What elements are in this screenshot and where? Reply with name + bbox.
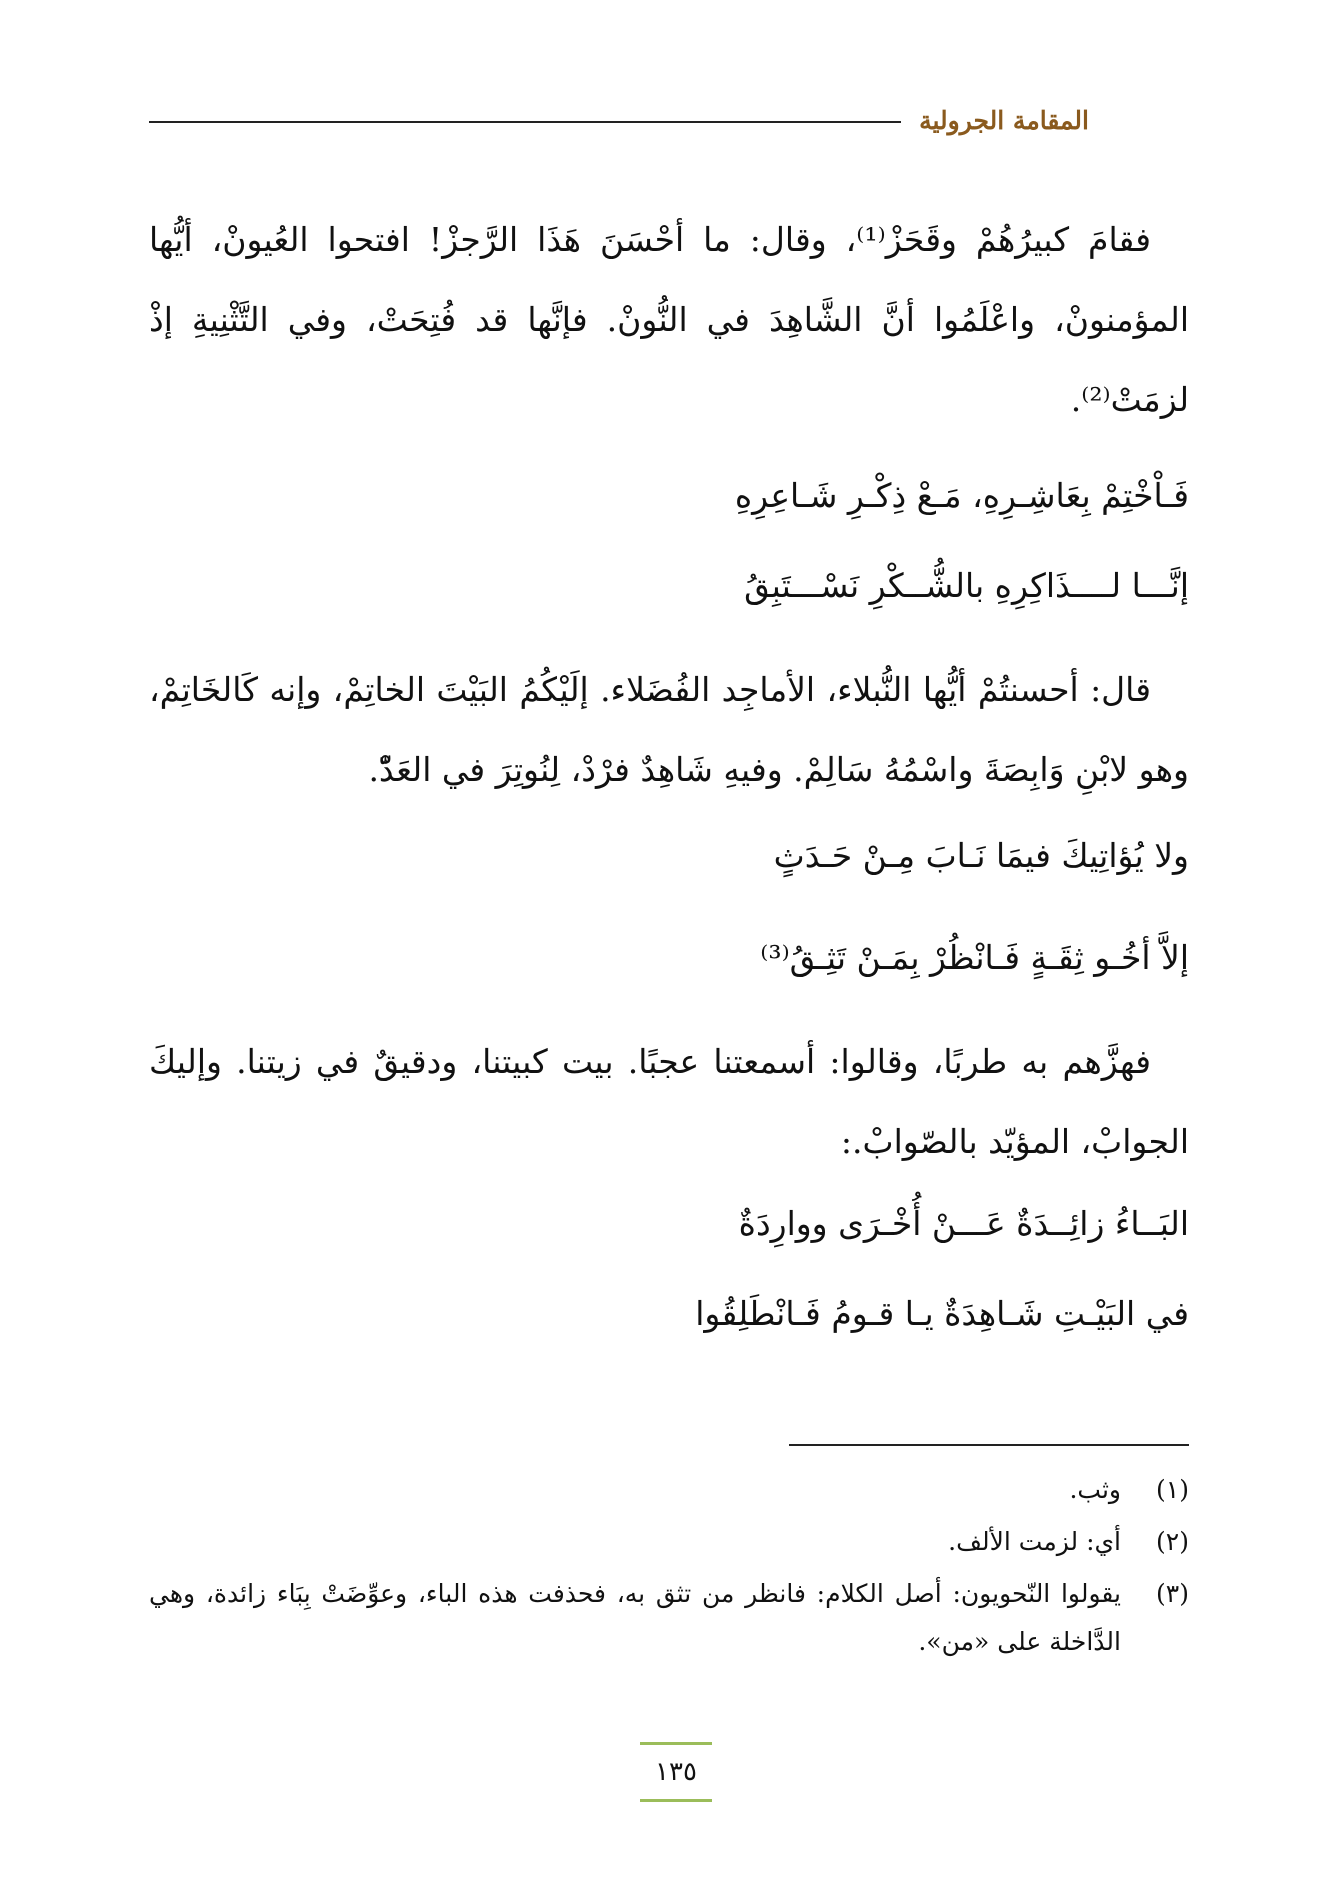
verse-line: ولا يُؤاتِيكَ فيمَا نَـابَ مِـنْ حَـدَثٍ xyxy=(773,836,1189,875)
footnote-text: وثب. xyxy=(1069,1475,1121,1504)
verse-line: في البَيْـتِ شَـاهِدَةٌ يـا قـومُ فَـانْطَلِقُوا xyxy=(695,1294,1189,1333)
footnote-number: (٢) xyxy=(1156,1527,1189,1556)
footnote-separator xyxy=(789,1444,1189,1446)
paragraph: قال: أحسنتُمْ أيُّها النُّبلاء، الأماجِد الفُضَلاء. إلَيْكُمُ البَيْتَ الخاتِمْ، وإنه كَالخَاتِمْ، وهو لابْنِ وَابِصَةَ واسْمُهُ سَالِمْ. وفيهِ شَاهِدٌ فرْدْ، لِنُوتِرَ في العَدّْ. xyxy=(149,670,1189,789)
footnote-number: (١) xyxy=(1156,1475,1189,1504)
verse-line: البَــاءُ زائِــدَةٌ عَـــنْ أُخْـرَى ووارِدَةٌ xyxy=(738,1204,1189,1243)
footnote-text: أي: لزمت الألف. xyxy=(948,1527,1121,1556)
footnote xyxy=(149,1466,1189,1514)
main-text xyxy=(149,200,1189,1368)
page-number: ١٣٥ xyxy=(655,1757,697,1787)
verse-line: فَـاْخْتِمْ بِعَاشِـرِهِ، مَـعْ ذِكْـرِ شَـاعِرِهِ xyxy=(734,476,1189,515)
footnote xyxy=(149,1570,1189,1666)
footnotes xyxy=(149,1466,1189,1670)
page-number-rule-bottom xyxy=(640,1799,712,1802)
running-header xyxy=(149,100,1089,140)
header-rule xyxy=(149,121,901,123)
verse-line: إنَّـــا لــــذَاكِرِهِ بالشُّــكْرِ نَسْـــتَبِقُ xyxy=(744,566,1189,605)
header-title: المقامة الجرولية xyxy=(919,105,1089,135)
footnote-number: (٣) xyxy=(1156,1579,1189,1608)
footnote xyxy=(149,1518,1189,1566)
page-number-block xyxy=(640,1742,712,1806)
footnote-text: يقولوا النّحويون: أصل الكلام: فانظر من تثق به، فحذفت هذه الباء، وعوِّضَتْ بِبَاء زائدة، وهي الدَّاخلة على «من». xyxy=(149,1579,1121,1656)
paragraph: فهزَّهم به طربًا، وقالوا: أسمعتنا عجبًا. بيت كبيتنا، ودقيقٌ في زيتنا. وإليكَ الجوابْ، المؤيّد بالصّوابْ.: xyxy=(149,1042,1189,1161)
paragraph: فقامَ كبيرُهُمْ وقَحَزْ⁽¹⁾، وقال: ما أحْسَنَ هَذَا الرَّجزْ! افتحوا العُيونْ، أيُّها المؤمنونْ، واعْلَمُوا أنَّ الشَّاهِدَ في النُّونْ. فإنَّها قد فُتِحَتْ، وفي التَّثْنِيةِ إذْ لزمَتْ⁽²⁾. xyxy=(149,220,1189,419)
verse-line: إلاَّ أخُـو ثِقَـةٍ فَـانْظُرْ بِمَـنْ تَثِـقُ⁽³⁾ xyxy=(760,938,1189,977)
